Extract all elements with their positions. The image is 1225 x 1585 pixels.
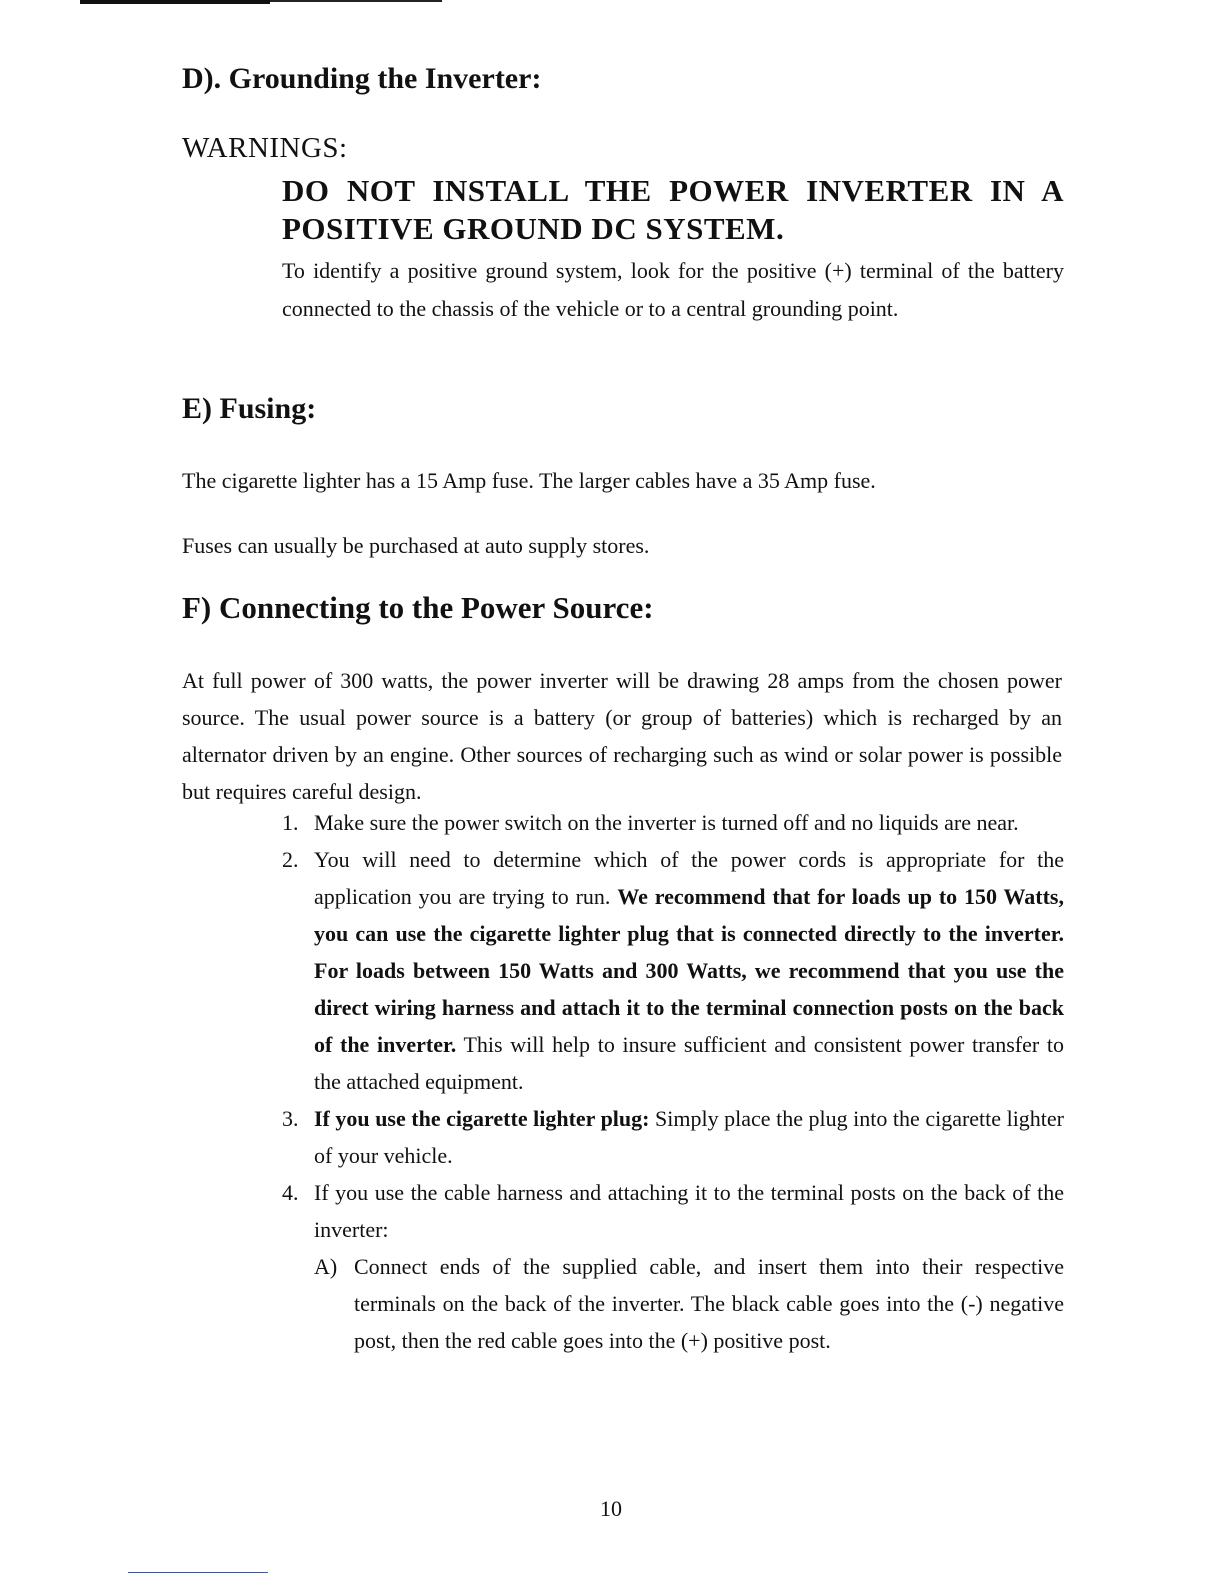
item-text: Make sure the power switch on the inverter is turned off and no liquids are near. bbox=[314, 810, 1019, 835]
warning-text: To identify a positive ground system, look for the positive (+) terminal of the battery connected to the chassis of the vehicle or to a central grounding point. bbox=[282, 258, 1064, 321]
item-number: 1. bbox=[282, 810, 299, 835]
sub-list bbox=[314, 1248, 1064, 1359]
item-number: 2. bbox=[282, 847, 299, 872]
item-bold-text: We recommend that for loads up to 150 Watts, you can use the cigarette lighter plug that is connected directly to the inverter. For loads between 150 Watts and 300 Watts, we recommend that you use the direct wiring harness and attach it to the terminal connection posts on the back of the inverter. bbox=[314, 884, 1064, 1057]
item-bold-text: If you use the cigarette lighter plug: bbox=[314, 1106, 650, 1131]
fusing-paragraph-2: Fuses can usually be purchased at auto supply stores. bbox=[182, 533, 650, 558]
sub-list-item bbox=[314, 1248, 1064, 1359]
bottom-rule bbox=[128, 1572, 268, 1573]
connecting-intro: At full power of 300 watts, the power inverter will be drawing 28 amps from the chosen power source. The usual power source is a battery (or group of batteries) which is recharged by an alternator driven by an engine. Other sources of recharging such as wind or solar power is possible but requires careful design. bbox=[182, 668, 1062, 804]
grounding-heading: D). Grounding the Inverter: bbox=[182, 62, 542, 95]
fusing-heading: E) Fusing: bbox=[182, 392, 317, 425]
steps-list bbox=[282, 804, 1064, 1359]
top-rule bbox=[80, 0, 442, 2]
fusing-paragraph-1: The cigarette lighter has a 15 Amp fuse. The larger cables have a 35 Amp fuse. bbox=[182, 468, 876, 493]
page-number: 10 bbox=[600, 1496, 622, 1521]
item-number: 4. bbox=[282, 1180, 299, 1205]
connecting-heading: F) Connecting to the Power Source: bbox=[182, 590, 654, 625]
warning-block bbox=[282, 172, 1064, 328]
item-text: If you use the cable harness and attaching it to the terminal posts on the back of the inverter: bbox=[314, 1180, 1064, 1242]
list-item bbox=[282, 804, 1064, 841]
warnings-label: WARNINGS: bbox=[182, 132, 348, 164]
list-item bbox=[282, 1100, 1064, 1174]
list-item bbox=[282, 841, 1064, 1100]
item-text: Simply place the plug into the cigarette lighter of your vehicle. bbox=[314, 1106, 1065, 1168]
item-text: This will help to insure sufficient and consistent power transfer to the attached equipment. bbox=[314, 1032, 1064, 1094]
sub-item-letter: A) bbox=[314, 1254, 338, 1279]
item-text: You will need to determine which of the power cords is appropriate for the application you are trying to run. bbox=[314, 847, 1064, 909]
item-number: 3. bbox=[282, 1106, 299, 1131]
list-item bbox=[282, 1174, 1064, 1359]
sub-item-text: Connect ends of the supplied cable, and insert them into their respective terminals on the back of the inverter. The black cable goes into the (-) negative post, then the red cable goes into the (+) positive post. bbox=[354, 1254, 1064, 1353]
warning-caps: DO NOT INSTALL THE POWER INVERTER IN A POSITIVE GROUND DC SYSTEM. bbox=[282, 173, 1064, 246]
